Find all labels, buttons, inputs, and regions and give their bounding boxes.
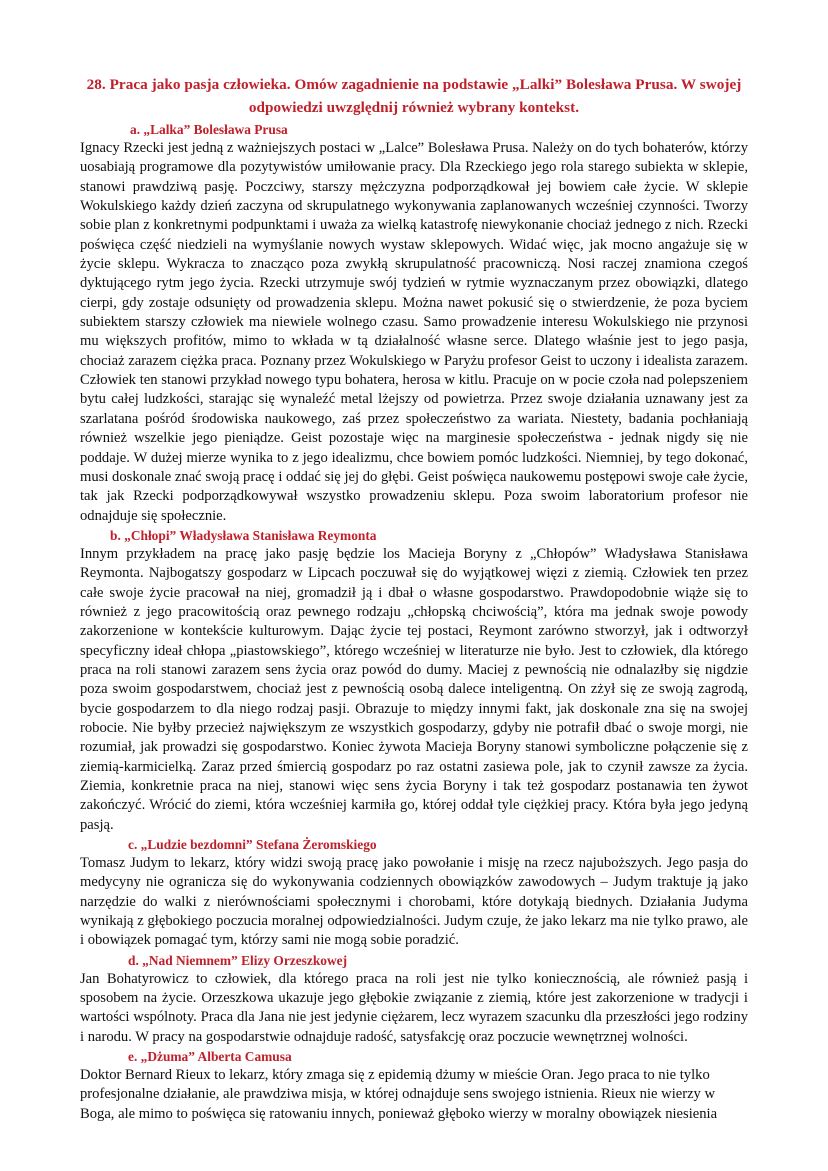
section-heading-a: a. „Lalka” Bolesława Prusa [130,122,288,137]
section-body-b: Innym przykładem na pracę jako pasję będzie los Macieja Boryny z „Chłopów” Władysława Stanisława Reymonta. Najbogatszy gospodarz w Lipcach poczuwał się do wyjątkowej więzi z ziemią. Człowiek ten przez całe swoje życie pracował na niej, gromadził ją i dbał o własne gospodarstwo. Prawdopodobnie wiąże się to również z jego pracowitością oraz pewnego rodzaju „chłopską chciwością”, która ma jednak swoje powody zakorzenione w kontekście kulturowym. Dając życie tej postaci, Reymont zarówno stworzył, jak i odtworzył specyficzny ideał chłopa „piastowskiego”, którego wcześniej w literaturze nie było. Jest to człowiek, dla którego praca na roli stanowi zarazem sens życia oraz powód do dumy. Maciej z pewnością nie odnalazłby się nigdzie poza swoim gospodarstwem, chociaż jest z pewnością osobą dalece inteligentną. On zżył się ze swoją zagrodą, bycie gospodarzem to dla niego rodzaj pasji. Obrazuje to między innymi fakt, jak doskonale zna się na swojej robocie. Nie byłby przecież największym ze wszystkich gospodarzy, gdyby nie potrafił dbać o swoje morgi, nie rozumiał, jak prowadzi się gospodarstwo. Koniec żywota Macieja Boryny stanowi symboliczne połączenie się z ziemią-karmicielką. Zaraz przed śmiercią gospodarz po raz ostatni zasiewa pole, jak to czynił zawsze za życia. Ziemia, konkretnie praca na niej, stanowi więc sens życia Boryny i tak też gospodarz postanawia ten żywot zakończyć. Wrócić do ziemi, która wcześniej karmiła go, której oddał tyle ciężkiej pracy. Która była jego jedyną pasją. [80,545,748,833]
page-title [80,74,748,119]
section-body-a: Ignacy Rzecki jest jedną z ważniejszych postaci w „Lalce” Bolesława Prusa. Należy on do tych bohaterów, którzy uosabiają programowe dla pozytywistów umiłowanie pracy. Dla Rzeckiego jego rola starego subiekta w sklepie, stanowi prawdziwą pasję. Poczciwy, starszy mężczyzna podporządkował jej bowiem całe życie. W sklepie Wokulskiego każdy dzień zaczyna od skrupulatnego wykonywania zaplanowanych wcześniej czynności. Tworzy sobie plan z konkretnymi podpunktami i uważa za wielką katastrofę niewykonanie chociaż jednego z nich. Rzecki poświęca część niedzieli na wymyślanie nowych wystaw sklepowych. Widać więc, jak mocno angażuje się w życie sklepu. Wykracza to znacząco poza zwykłą skrupulatność pracowniczą. Nosi raczej znamiona czegoś dyktującego rytm jego życia. Rzecki utrzymuje swój tydzień w rytmie wyznaczanym przez obowiązki, dlatego cierpi, gdy zostaje odsunięty od prowadzenia sklepu. Można nawet pokusić się o stwierdzenie, że poza byciem subiektem starszy człowiek ma niewiele wolnego czasu. Samo prowadzenie interesu Wokulskiego nie przynosi mu większych profitów, mimo to wkłada w tą działalność własne serce. Dlatego właśnie jest to jego pasja, chociaż zarazem ciężka praca. Poznany przez Wokulskiego w Paryżu profesor Geist to uczony i idealista zarazem. Człowiek ten stanowi przykład nowego typu bohatera, herosa w kitlu. Pracuje on w pocie czoła nad polepszeniem bytu całej ludzkości, starając się wynaleźć metal lżejszy od powietrza. Przez swoje działania uznawany jest za szarlatana pośród środowiska naukowego, zaś przez społeczeństwo za wariata. Niestety, badania pochłaniają również wszelkie jego pieniądze. Geist pozostaje więc na marginesie społeczeństwa - jednak nigdy się nie poddaje. W dużej mierze wynika to z jego idealizmu, chce bowiem pomóc ludzkości. Niemniej, by tego dokonać, musi doskonale znać swoją pracę i oddać się jej do głębi. Geist poświęca naukowemu postępowi swoje całe życie, tak jak Rzecki podporządkowywał wszystko prowadzeniu sklepu. Poza swoim laboratorium profesor nie odnajduje się społecznie. [80,140,748,524]
page-title-line-2: Prusa. W swojej odpowiedzi uwzględnij również wybrany kontekst. [248,76,742,116]
section-body-e: Doktor Bernard Rieux to lekarz, który zmaga się z epidemią dżumy w mieście Oran. Jego praca to nie tylko profesjonalne działanie, ale prawdziwa misja, w której odnajduje sens swojego istnienia. Rieux nie wierzy w Boga, ale mimo to poświęca się ratowaniu innych, ponieważ głęboko wierzy w moralny obowiązek niesienia [80,1067,718,1122]
section-heading-b: b. „Chłopi” Władysława Stanisława Reymonta [110,527,377,543]
section-heading-c: c. „Ludzie bezdomni” Stefana Żeromskiego [128,837,377,853]
section-heading-d: d. „Nad Niemnem” Elizy Orzeszkowej [128,952,348,968]
page-title-line-1: 28. Praca jako pasja człowieka. Omów zagadnienie na podstawie „Lalki” Bolesława [86,76,632,93]
section-heading-e: e. „Dżuma” Alberta Camusa [128,1049,292,1065]
section-body-c: Tomasz Judym to lekarz, który widzi swoją pracę jako powołanie i misję na rzecz najuboższych. Jego pasja do medycyny nie ogranicza się do wykonywania codziennych obowiązków zawodowych – Judym traktuje ją jako narzędzie do walki z nierównościami społecznymi i chorobami, które dotykają biednych. Działania Judyma wynikają z głębokiego poczucia moralnej odpowiedzialności. Judym czuje, że jako lekarz ma nie tylko prawo, ale i obowiązek pomagać tym, którzy sami nie mogą sobie poradzić. [80,855,748,949]
section-body-d: Jan Bohatyrowicz to człowiek, dla którego praca na roli jest nie tylko koniecznością, ale również pasją i sposobem na życie. Orzeszkowa ukazuje jego głębokie związanie z ziemią, które jest zakorzenione w tradycji i wartości wspólnoty. Praca dla Jana nie jest jedynie ciężarem, lecz wyrazem szacunku dla przeszłości jego rodziny i narodu. W pracy na gospodarstwie odnajduje radość, satysfakcję oraz poczucie wewnętrznej wolności. [80,970,748,1045]
